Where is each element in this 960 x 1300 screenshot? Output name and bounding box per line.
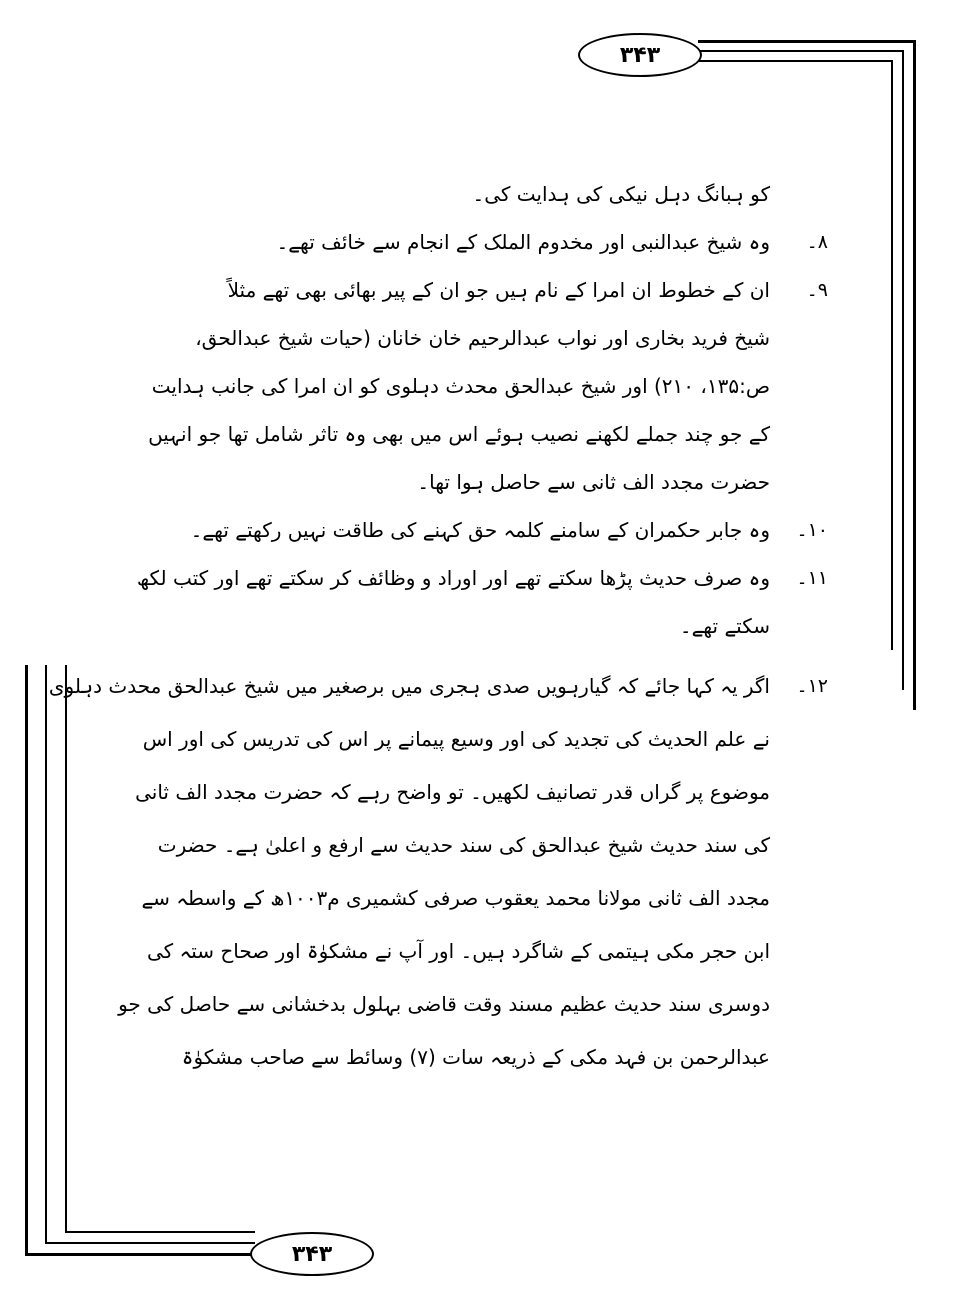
text-line: کی سند حدیث شیخ عبدالحق کی سند حدیث سے ارفع و اعلیٰ ہے۔ حضرت (157, 833, 770, 857)
frame-top-line-1 (698, 40, 916, 43)
item-text: ان کے خطوط ان امرا کے نام ہیں جو ان کے پیر بھائی بھی تھے مثلاً (227, 278, 770, 302)
item-text: وہ صرف حدیث پڑھا سکتے تھے اور اوراد و وظائف کر سکتے تھے اور کتب لکھ (136, 566, 770, 590)
frame-right-line-1 (913, 40, 916, 710)
frame-top-line-3 (698, 60, 892, 62)
page-number-bottom: ۳۴۳ (250, 1232, 374, 1276)
text-line: عبدالرحمن بن فہد مکی کے ذریعہ سات (۷) وسائط سے صاحب مشکوٰۃ (181, 1045, 770, 1069)
text-line (48, 667, 828, 705)
item-text: وہ جابر حکمران کے سامنے کلمہ حق کہنے کی طاقت نہیں رکھتے تھے۔ (190, 518, 770, 542)
text-line (170, 223, 828, 261)
text-line: مجدد الف ثانی مولانا محمد یعقوب صرفی کشمیری م۱۰۰۳ھ کے واسطہ سے (141, 886, 770, 910)
frame-right-line-3 (891, 60, 893, 650)
text-line: شیخ فرید بخاری اور نواب عبدالرحیم خان خانان (حیات شیخ عبدالحق، (195, 326, 770, 350)
text-line: حضرت مجدد الف ثانی سے حاصل ہوا تھا۔ (417, 470, 770, 494)
text-line: دوسری سند حدیث عظیم مسند وقت قاضی بہلول بدخشانی سے حاصل کی جو (118, 992, 770, 1016)
frame-bottom-line-2 (45, 1242, 255, 1244)
item-text: اگر یہ کہا جائے کہ گیارہویں صدی ہجری میں برصغیر میں شیخ عبدالحق محدث دہلوی (48, 674, 770, 698)
item-number: ۱۲۔ (796, 675, 828, 697)
frame-bottom-line-3 (65, 1231, 255, 1233)
page-number-top: ۳۴۳ (578, 33, 702, 77)
text-line: سکتے تھے۔ (679, 614, 770, 638)
item-number: ۹۔ (806, 279, 828, 301)
item-number: ۱۰۔ (796, 519, 828, 541)
text-line (170, 271, 828, 309)
item-number: ۸۔ (806, 231, 828, 253)
text-line (136, 559, 828, 597)
frame-left-line-2 (45, 665, 47, 1243)
text-line: موضوع پر گراں قدر تصانیف لکھیں۔ تو واضح رہے کہ حضرت مجدد الف ثانی (135, 780, 770, 804)
item-number: ۱۱۔ (796, 567, 828, 589)
text-line: ابن حجر مکی ہیتمی کے شاگرد ہیں۔ اور آپ نے مشکوٰۃ اور صحاح ستہ کی (146, 939, 770, 963)
text-line: نے علم الحدیث کی تجدید کی اور وسیع پیمانے پر اس کی تدریس کی اور اس (142, 727, 770, 751)
text-line: کو ہبانگ دہل نیکی کی ہدایت کی۔ (472, 182, 770, 206)
frame-right-line-2 (902, 50, 904, 690)
text-line: ص:۱۳۵، ۲۱۰) اور شیخ عبدالحق محدث دہلوی کو ان امرا کی جانب ہدایت (151, 374, 770, 398)
text-line: کے جو چند جملے لکھنے نصیب ہوئے اس میں بھی وہ تاثر شامل تھا جو انہیں (148, 422, 770, 446)
frame-left-line-3 (65, 665, 67, 1231)
frame-bottom-line-1 (25, 1253, 255, 1256)
frame-top-line-2 (698, 50, 904, 52)
text-line (170, 511, 828, 549)
item-text: وہ شیخ عبدالنبی اور مخدوم الملک کے انجام سے خائف تھے۔ (276, 230, 770, 254)
frame-left-line-1 (25, 665, 28, 1255)
